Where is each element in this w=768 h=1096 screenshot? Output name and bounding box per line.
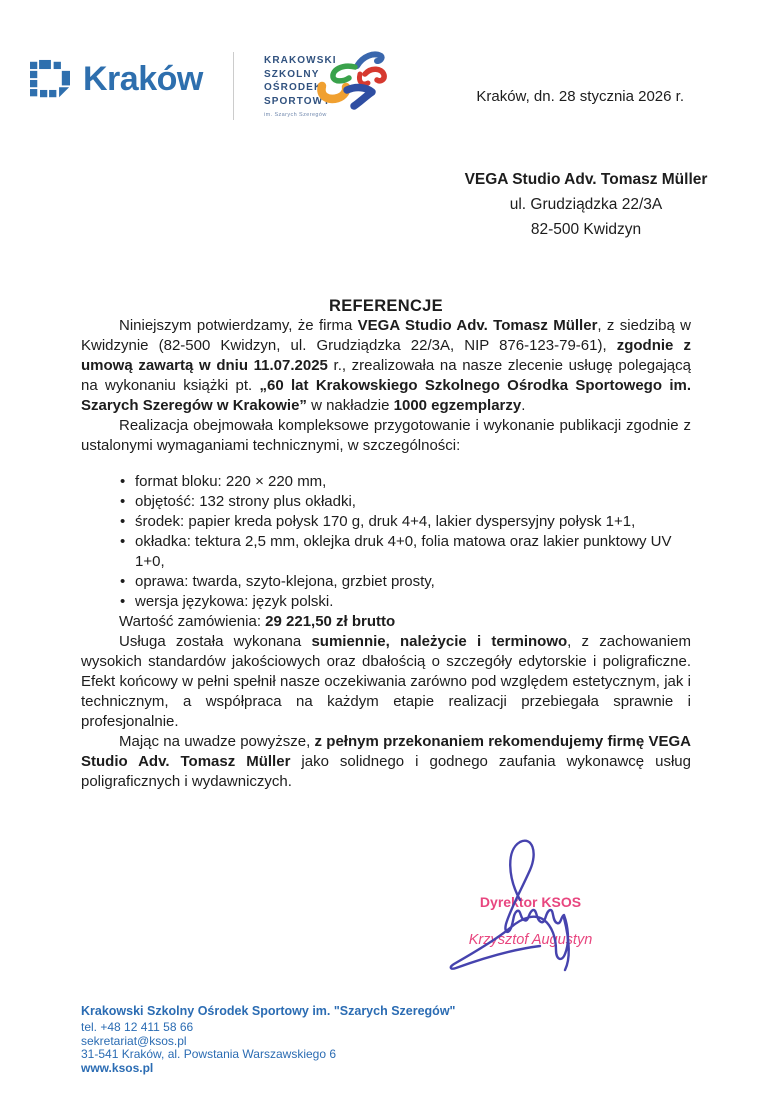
specification-list — [81, 472, 691, 612]
krakow-tile-icon — [30, 58, 70, 101]
handwritten-signature — [448, 838, 613, 988]
paragraph-intro: Niniejszym potwierdzamy, że firma VEGA Studio Adv. Tomasz Müller, z siedzibą w Kwidzynie (82-500 Kwidzyn, ul. Grudziądzka 22/3A, NIP 876-123-79-61), zgodnie z umową zawartą w dniu 11.07.2025 r., zrealizowała na nasze zlecenie usługę polegającą na wykonaniu książki pt. „60 lat Krakowskiego Szkolnego Ośrodka Sportowego im. Szarych Szeregów w Krakowie” w nakładzie 1000 egzemplarzy. — [81, 317, 691, 414]
signer-role: Dyrektor KSOS — [479, 894, 582, 910]
ksos-logo-line: OŚRODEK — [264, 82, 323, 93]
spec-item-volume: • objętość: 132 strony plus okładki, — [135, 492, 691, 512]
footer-website: www.ksos.pl — [81, 1061, 154, 1076]
recipient-street: ul. Grudziądzka 22/3A — [509, 196, 663, 213]
order-value-line: Wartość zamówienia: 29 221,50 zł brutto — [119, 613, 396, 630]
ksos-logo-subtitle: im. Szarych Szeregów — [264, 112, 327, 118]
header-divider — [233, 52, 234, 120]
footer-address: 31-541 Kraków, al. Powstania Warszawskiego 6 — [81, 1047, 337, 1062]
paragraph-recommendation: Mając na uwadze powyższe, z pełnym przekonaniem rekomendujemy firmę VEGA Studio Adv. Tomasz Müller jako solidnego i godnego zaufania wykonawcę usług poligraficznych i wydawniczych. — [81, 733, 691, 790]
paragraph-scope: Realizacja obejmowała kompleksowe przygotowanie i wykonanie publikacji zgodnie z ustalonymi wymaganiami technicznymi, w szczególności: — [81, 417, 691, 454]
signer-name: Krzysztof Augustyn — [468, 932, 593, 948]
ksos-logo-line: SPORTOWY — [264, 95, 331, 107]
signature-block — [448, 838, 613, 988]
spec-item-format: • format bloku: 220 × 220 mm, — [135, 472, 691, 492]
letter-body — [81, 296, 691, 792]
recipient-city: 82-500 Kwidzyn — [530, 221, 642, 238]
footer-email: sekretariat@ksos.pl — [81, 1033, 187, 1048]
paragraph-quality: Usługa została wykonana sumiennie, należycie i terminowo, z zachowaniem wysokich standardów jakościowych oraz dbałością o szczegóły edytorskie i poligraficzne. Efekt końcowy w pełni spełnił nasze oczekiwania zarówno pod względem estetycznym, jak i technicznym, a współpraca na każdym etapie realizacji przebiegała sprawnie i profesjonalnie. — [81, 633, 691, 730]
spec-item-language: • wersja językowa: język polski. — [135, 592, 691, 612]
footer-organization: Krakowski Szkolny Ośrodek Sportowy im. "Szarych Szeregów" — [81, 1004, 456, 1018]
ksos-logo-line: KRAKOWSKI — [264, 55, 337, 66]
footer-phone: tel. +48 12 411 58 66 — [81, 1019, 194, 1034]
krakow-wordmark: Kraków — [83, 60, 203, 98]
ksos-logo-line: SZKOLNY — [264, 68, 320, 80]
spec-item-cover: • okładka: tektura 2,5 mm, oklejka druk 4+0, folia matowa oraz lakier punktowy UV 1+0, — [135, 532, 691, 572]
spec-item-interior: • środek: papier kreda połysk 170 g, druk 4+4, lakier dyspersyjny połysk 1+1, — [135, 512, 691, 532]
recipient-name: VEGA Studio Adv. Tomasz Müller — [464, 171, 708, 188]
document-title: REFERENCJE — [329, 297, 443, 315]
spec-item-binding: • oprawa: twarda, szyto-klejona, grzbiet prosty, — [135, 572, 691, 592]
date-line: Kraków, dn. 28 stycznia 2026 r. — [476, 88, 684, 105]
recipient-block — [460, 167, 712, 242]
ksos-runner-figure-icon — [316, 40, 404, 128]
krakow-city-logo — [30, 58, 203, 101]
footer-block — [81, 1005, 455, 1076]
